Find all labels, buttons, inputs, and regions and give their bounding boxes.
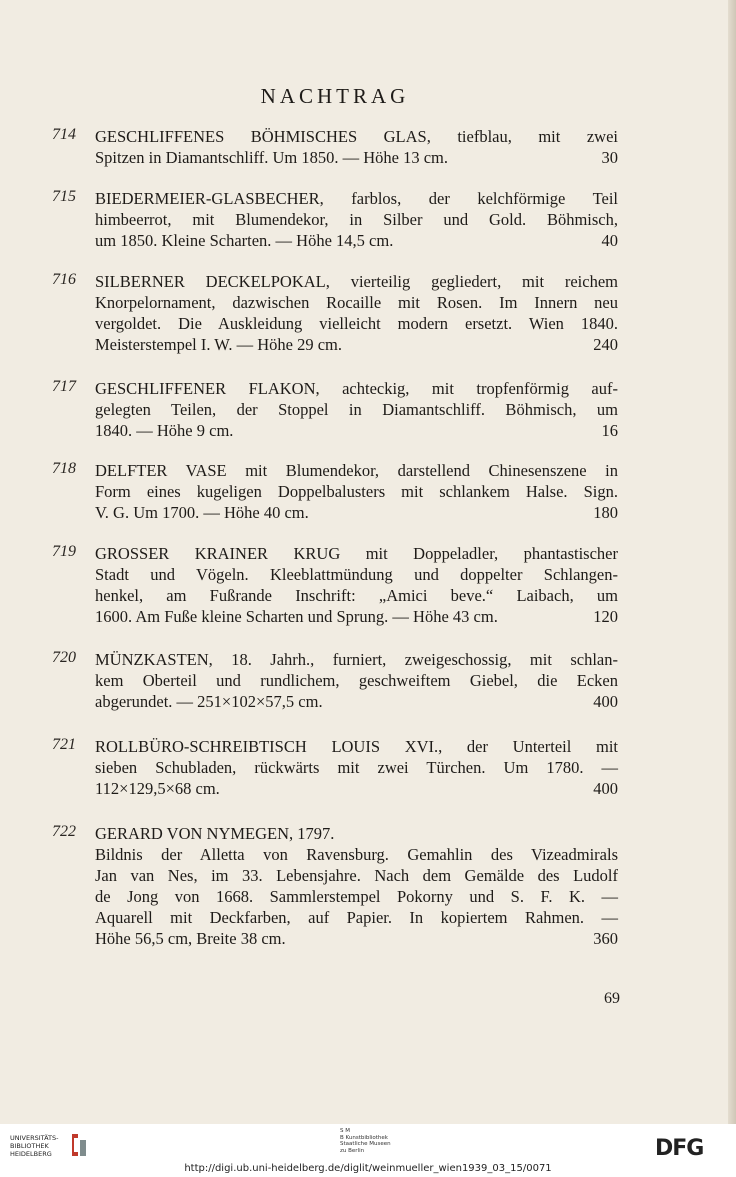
- catalog-entry: [52, 823, 618, 949]
- entry-number: 720: [52, 649, 76, 666]
- entry-text-line: sieben Schubladen, rückwärts mit zwei Türchen. Um 1780. —: [95, 758, 618, 777]
- entry-number: 721: [52, 736, 76, 753]
- entry-price: 120: [593, 607, 618, 626]
- entry-text-line: Knorpelornament, dazwischen Rocaille mit Rosen. Im Innern neu: [95, 293, 618, 312]
- entry-text-line: Form eines kugeligen Doppelbalusters mit schlankem Halse. Sign.: [95, 482, 618, 501]
- library-line: UNIVERSITÄTS-: [10, 1134, 59, 1142]
- entry-text-line: SILBERNER DECKELPOKAL, vierteilig gegliedert, mit reichem: [95, 272, 618, 291]
- entry-text-line: Meisterstempel I. W. — Höhe 29 cm.: [95, 335, 343, 354]
- entry-price: 240: [593, 335, 618, 354]
- entry-text-line: vergoldet. Die Auskleidung vielleicht modern ersetzt. Wien 1840.: [95, 314, 618, 333]
- entry-number: 716: [52, 271, 76, 288]
- catalog-entry: [52, 188, 618, 251]
- entry-price: 40: [601, 231, 618, 250]
- entry-price: 180: [593, 503, 618, 522]
- catalog-entry: [52, 378, 618, 441]
- museum-credit: [340, 1128, 391, 1154]
- entry-number: 717: [52, 378, 76, 395]
- entry-text-line: GESCHLIFFENES BÖHMISCHES GLAS, tiefblau, mit zwei: [95, 127, 618, 146]
- entry-text-line: kem Oberteil und rundlichem, geschweiftem Giebel, die Ecken: [95, 671, 618, 690]
- museum-line: Staatliche Museen: [340, 1141, 391, 1147]
- entry-text-line: 1840. — Höhe 9 cm.: [95, 421, 234, 440]
- museum-line: zu Berlin: [340, 1147, 365, 1154]
- entry-text-line: Spitzen in Diamantschliff. Um 1850. — Höhe 13 cm.: [95, 148, 449, 167]
- entry-number: 722: [52, 823, 76, 840]
- entry-text-line: GERARD VON NYMEGEN, 1797.: [95, 824, 335, 843]
- page-number: 69: [604, 990, 620, 1007]
- entry-text-line: MÜNZKASTEN, 18. Jahrh., furniert, zweigeschossig, mit schlan-: [95, 650, 618, 669]
- entry-number: 718: [52, 460, 76, 477]
- museum-line: B Kunstbibliothek: [340, 1134, 388, 1141]
- library-line: BIBLIOTHEK: [10, 1142, 49, 1150]
- catalog-entry: [52, 460, 618, 523]
- entry-price: 360: [593, 929, 618, 948]
- entry-text-line: Höhe 56,5 cm, Breite 38 cm.: [95, 929, 286, 948]
- entry-text-line: abgerundet. — 251×102×57,5 cm.: [95, 692, 323, 711]
- catalog-entry: [52, 271, 618, 355]
- entry-text-line: Jan van Nes, im 33. Lebensjahre. Nach dem Gemälde des Ludolf: [95, 866, 618, 885]
- entry-text-line: de Jong von 1668. Sammlerstempel Pokorny und S. F. K. —: [95, 887, 618, 906]
- catalog-entry: [52, 543, 618, 627]
- page-spine-shadow: [728, 0, 736, 1124]
- entry-text-line: GROSSER KRAINER KRUG mit Doppeladler, phantastischer: [95, 544, 618, 563]
- museum-line: S M: [340, 1128, 350, 1134]
- entry-text-line: V. G. Um 1700. — Höhe 40 cm.: [95, 503, 309, 522]
- library-line: HEIDELBERG: [10, 1150, 52, 1158]
- catalog-entry: [52, 736, 618, 799]
- entry-number: 715: [52, 188, 76, 205]
- entry-number: 719: [52, 543, 76, 560]
- entry-text-line: Stadt und Vögeln. Kleeblattmündung und doppelter Schlangen-: [95, 565, 618, 584]
- catalog-entry: [52, 126, 618, 168]
- entry-text-line: 112×129,5×68 cm.: [95, 779, 220, 798]
- entry-text-line: 1600. Am Fuße kleine Scharten und Sprung. — Höhe 43 cm.: [95, 607, 498, 626]
- entry-price: 16: [601, 421, 618, 440]
- viewer-footer: [0, 1124, 736, 1177]
- page-title: NACHTRAG: [260, 84, 410, 108]
- entry-price: 400: [593, 692, 618, 711]
- catalog-entry: [52, 649, 618, 712]
- entry-text-line: DELFTER VASE mit Blumendekor, darstellend Chinesenszene in: [95, 461, 618, 480]
- entry-text-line: himbeerrot, mit Blumendekor, in Silber und Gold. Böhmisch,: [95, 210, 618, 229]
- entry-number: 714: [52, 126, 76, 143]
- entry-price: 30: [601, 148, 618, 167]
- entry-text-line: GESCHLIFFENER FLAKON, achteckig, mit tropfenförmig auf-: [95, 379, 618, 398]
- entry-text-line: um 1850. Kleine Scharten. — Höhe 14,5 cm.: [95, 231, 394, 250]
- entry-text-line: ROLLBÜRO-SCHREIBTISCH LOUIS XVI., der Unterteil mit: [95, 737, 618, 756]
- entry-text-line: Aquarell mit Deckfarben, auf Papier. In kopiertem Rahmen. —: [95, 908, 618, 927]
- entry-price: 400: [593, 779, 618, 798]
- university-library-logo[interactable]: [10, 1134, 59, 1158]
- dfg-logo[interactable]: DFG: [655, 1136, 704, 1161]
- entry-text-line: Bildnis der Alletta von Ravensburg. Gemahlin des Vizeadmirals: [95, 845, 618, 864]
- entry-text-line: BIEDERMEIER-GLASBECHER, farblos, der kelchförmige Teil: [95, 189, 618, 208]
- entry-text-line: henkel, am Fußrande Inschrift: „Amici beve.“ Laibach, um: [95, 586, 618, 605]
- library-emblem-icon: [68, 1132, 90, 1158]
- entry-text-line: gelegten Teilen, der Stoppel in Diamantschliff. Böhmisch, um: [95, 400, 618, 419]
- permalink-url[interactable]: http://digi.ub.uni-heidelberg.de/diglit/weinmueller_wien1939_03_15/0071: [184, 1163, 552, 1174]
